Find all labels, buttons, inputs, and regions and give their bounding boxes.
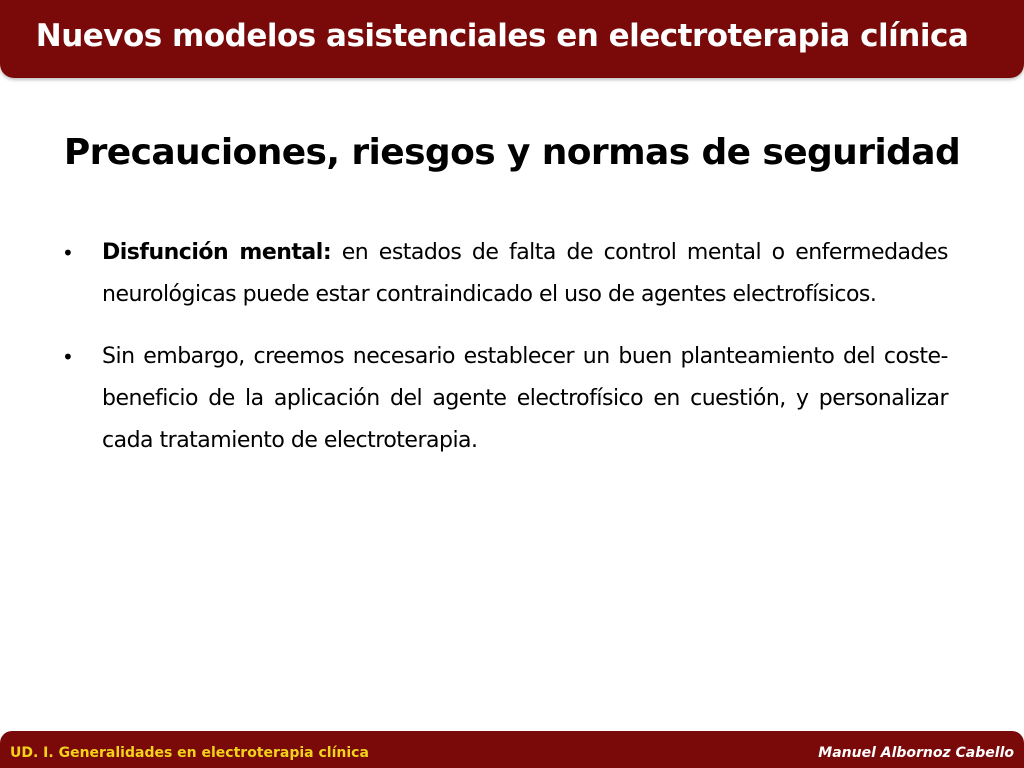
bullet-marker: • [62,345,74,369]
bullet-body: Sin embargo, creemos necesario establecer un buen planteamiento del coste-beneficio de la aplicación del agente electrofísico en cuestión, y personalizar cada tratamiento de electroterapia. [102,344,948,453]
bullet-text [102,336,948,462]
footer-unit-label: UD. I. Generalidades en electroterapia clínica [10,745,369,761]
bullet-marker: • [62,241,74,265]
bullet-item [60,232,948,316]
slide-title: Precauciones, riesgos y normas de seguridad [63,132,961,173]
footer-author: Manuel Albornoz Cabello [818,745,1014,761]
bullet-term: Disfunción mental: [102,240,332,265]
bullet-list [60,232,948,482]
bullet-item [60,336,948,462]
header-title: Nuevos modelos asistenciales en electroterapia clínica [35,18,969,54]
bullet-text [102,232,948,316]
bullet-body: en estados de falta de control mental o enfermedades neurológicas puede estar contraindicado el uso de agentes electrofísicos. [102,240,948,307]
